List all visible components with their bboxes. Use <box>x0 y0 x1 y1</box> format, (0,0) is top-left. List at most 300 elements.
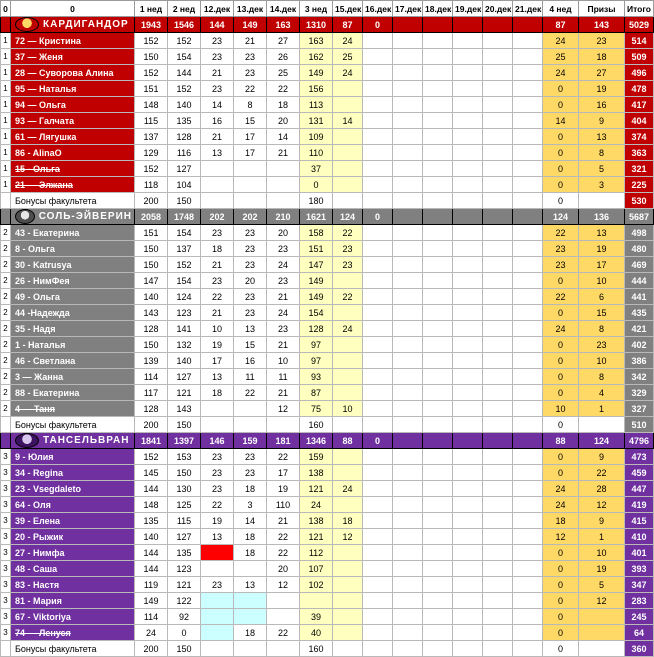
score-cell-6 <box>333 561 363 577</box>
score-cell-11 <box>483 609 513 625</box>
table-row <box>1 465 654 481</box>
faculty-total-4: 210 <box>267 209 300 225</box>
score-cell-12 <box>513 481 543 497</box>
score-cell-13: 0 <box>543 577 579 593</box>
score-cell-6: 23 <box>333 257 363 273</box>
row-index: 3 <box>1 609 11 625</box>
score-cell-0: 150 <box>135 49 168 65</box>
score-cell-13: 0 <box>543 193 579 209</box>
score-cell-4: 14 <box>267 129 300 145</box>
score-cell-14: 4 <box>579 385 625 401</box>
score-cell-13: 0 <box>543 609 579 625</box>
table-row <box>1 97 654 113</box>
score-cell-5: 112 <box>300 545 333 561</box>
faculty-title: ТАНСЕЛЬВРАН <box>43 434 130 446</box>
faculty-total-11 <box>483 209 513 225</box>
score-cell-7 <box>363 49 393 65</box>
score-cell-4 <box>267 593 300 609</box>
score-cell-5: 131 <box>300 113 333 129</box>
score-cell-10 <box>453 561 483 577</box>
score-cell-14: 8 <box>579 145 625 161</box>
score-cell-12 <box>513 49 543 65</box>
score-cell-4: 23 <box>267 321 300 337</box>
score-cell-5: 121 <box>300 529 333 545</box>
score-cell-2: 23 <box>201 465 234 481</box>
score-cell-11 <box>483 337 513 353</box>
score-cell-0: 114 <box>135 369 168 385</box>
score-cell-8 <box>393 289 423 305</box>
bonus-label: Бонусы факультета <box>11 641 135 657</box>
score-cell-12 <box>513 129 543 145</box>
score-cell-0: 117 <box>135 385 168 401</box>
score-cell-9 <box>423 65 453 81</box>
faculty-total-7: 0 <box>363 17 393 33</box>
score-cell-12 <box>513 305 543 321</box>
score-cell-14: 5 <box>579 577 625 593</box>
score-cell-8 <box>393 161 423 177</box>
score-cell-9 <box>423 49 453 65</box>
score-cell-11 <box>483 385 513 401</box>
score-cell-3: 23 <box>234 257 267 273</box>
score-cell-6 <box>333 369 363 385</box>
score-cell-1: 152 <box>168 81 201 97</box>
column-header-15[interactable]: Итого <box>625 1 654 17</box>
score-cell-12 <box>513 401 543 417</box>
score-cell-3: 23 <box>234 241 267 257</box>
score-cell-4: 22 <box>267 529 300 545</box>
participant-name: 27 - Нимфа <box>11 545 135 561</box>
score-cell-0: 150 <box>135 337 168 353</box>
score-cell-5: 159 <box>300 449 333 465</box>
score-cell-2: 23 <box>201 225 234 241</box>
row-index: 2 <box>1 401 11 417</box>
score-cell-8 <box>393 33 423 49</box>
score-cell-1: 154 <box>168 273 201 289</box>
score-cell-12 <box>513 577 543 593</box>
row-total: 419 <box>625 497 654 513</box>
score-cell-11 <box>483 577 513 593</box>
score-cell-14 <box>579 609 625 625</box>
score-cell-5: 113 <box>300 97 333 113</box>
score-cell-5: 37 <box>300 161 333 177</box>
score-cell-1: 152 <box>168 257 201 273</box>
score-cell-9 <box>423 385 453 401</box>
score-cell-4: 18 <box>267 97 300 113</box>
score-cell-2 <box>201 401 234 417</box>
score-cell-2: 18 <box>201 385 234 401</box>
score-cell-3 <box>234 593 267 609</box>
score-cell-7 <box>363 353 393 369</box>
table-row <box>1 513 654 529</box>
score-cell-5: 158 <box>300 225 333 241</box>
score-cell-13: 24 <box>543 481 579 497</box>
faculty-total-10 <box>453 17 483 33</box>
score-cell-6 <box>333 625 363 641</box>
row-index: 1 <box>1 145 11 161</box>
bonus-label: Бонусы факультета <box>11 417 135 433</box>
column-header-7[interactable]: 16.дек <box>363 1 393 17</box>
score-cell-14: 10 <box>579 545 625 561</box>
row-total: 415 <box>625 513 654 529</box>
row-index <box>1 433 11 449</box>
table-row <box>1 177 654 193</box>
column-header-3[interactable]: 13.дек <box>234 1 267 17</box>
row-index: 2 <box>1 353 11 369</box>
table-row <box>1 145 654 161</box>
score-cell-14: 23 <box>579 337 625 353</box>
score-cell-1: 154 <box>168 49 201 65</box>
score-cell-5: 138 <box>300 465 333 481</box>
column-header-row <box>1 1 654 17</box>
score-cell-7 <box>363 641 393 657</box>
row-index: 1 <box>1 113 11 129</box>
score-cell-8 <box>393 513 423 529</box>
participant-name: 67 - Viktoriya <box>11 609 135 625</box>
column-header-6[interactable]: 15.дек <box>333 1 363 17</box>
score-cell-12 <box>513 33 543 49</box>
score-cell-7 <box>363 193 393 209</box>
score-cell-11 <box>483 513 513 529</box>
table-row <box>1 289 654 305</box>
score-cell-8 <box>393 129 423 145</box>
score-cell-0: 144 <box>135 481 168 497</box>
row-index: 3 <box>1 545 11 561</box>
score-cell-9 <box>423 481 453 497</box>
score-cell-10 <box>453 369 483 385</box>
score-cell-10 <box>453 337 483 353</box>
faculty-name-cell <box>11 433 135 449</box>
column-header-0[interactable]: 1 нед <box>135 1 168 17</box>
table-row <box>1 385 654 401</box>
column-header-8[interactable]: 17.дек <box>393 1 423 17</box>
score-cell-5: 24 <box>300 497 333 513</box>
score-cell-10 <box>453 321 483 337</box>
score-cell-7 <box>363 273 393 289</box>
score-cell-12 <box>513 465 543 481</box>
score-cell-0: 144 <box>135 545 168 561</box>
score-cell-4: 21 <box>267 337 300 353</box>
score-cell-9 <box>423 577 453 593</box>
score-cell-7 <box>363 81 393 97</box>
participant-name: 8 - Ольга <box>11 241 135 257</box>
score-cell-9 <box>423 401 453 417</box>
row-total: 64 <box>625 625 654 641</box>
participant-name: 21 — Элжана <box>11 177 135 193</box>
score-cell-6: 22 <box>333 289 363 305</box>
score-cell-10 <box>453 609 483 625</box>
score-cell-0: 200 <box>135 641 168 657</box>
column-header-10[interactable]: 19.дек <box>453 1 483 17</box>
score-cell-3: 16 <box>234 353 267 369</box>
score-cell-9 <box>423 529 453 545</box>
score-cell-7 <box>363 241 393 257</box>
score-cell-13: 0 <box>543 161 579 177</box>
score-cell-8 <box>393 561 423 577</box>
faculty-total-11 <box>483 433 513 449</box>
row-total: 530 <box>625 193 654 209</box>
row-index: 2 <box>1 385 11 401</box>
score-cell-5: 163 <box>300 33 333 49</box>
score-cell-6 <box>333 161 363 177</box>
score-cell-3: 13 <box>234 321 267 337</box>
score-cell-1: 127 <box>168 161 201 177</box>
score-cell-10 <box>453 529 483 545</box>
faculty-bonus-row <box>1 641 654 657</box>
score-cell-2 <box>201 625 234 641</box>
score-cell-2 <box>201 545 234 561</box>
row-total: 401 <box>625 545 654 561</box>
score-cell-2: 21 <box>201 65 234 81</box>
row-total: 417 <box>625 97 654 113</box>
score-cell-11 <box>483 401 513 417</box>
score-cell-3: 22 <box>234 385 267 401</box>
score-cell-14 <box>579 193 625 209</box>
score-cell-6: 24 <box>333 481 363 497</box>
score-cell-13: 24 <box>543 321 579 337</box>
score-cell-8 <box>393 177 423 193</box>
participant-name: 86 - AlinaO <box>11 145 135 161</box>
score-cell-5: 93 <box>300 369 333 385</box>
score-cell-11 <box>483 193 513 209</box>
score-cell-14: 12 <box>579 593 625 609</box>
column-header-4[interactable]: 14.дек <box>267 1 300 17</box>
score-cell-3: 15 <box>234 337 267 353</box>
column-header-11[interactable]: 20.дек <box>483 1 513 17</box>
faculty-total-2: 144 <box>201 17 234 33</box>
score-cell-13: 0 <box>543 465 579 481</box>
score-cell-6 <box>333 145 363 161</box>
faculty-header-row <box>1 17 654 33</box>
faculty-total-5: 1310 <box>300 17 333 33</box>
score-cell-6 <box>333 97 363 113</box>
score-cell-5: 110 <box>300 145 333 161</box>
score-cell-8 <box>393 273 423 289</box>
score-cell-3 <box>234 193 267 209</box>
score-cell-0: 118 <box>135 177 168 193</box>
score-cell-11 <box>483 449 513 465</box>
faculty-total-12 <box>513 17 543 33</box>
faculty-total-13: 124 <box>543 209 579 225</box>
score-cell-10 <box>453 257 483 273</box>
row-index: 1 <box>1 33 11 49</box>
score-cell-14: 23 <box>579 33 625 49</box>
score-cell-5: 75 <box>300 401 333 417</box>
column-header-1[interactable]: 2 нед <box>168 1 201 17</box>
score-cell-1: 153 <box>168 449 201 465</box>
participant-name: 72 — Кристина <box>11 33 135 49</box>
score-cell-13: 18 <box>543 513 579 529</box>
score-cell-0: 145 <box>135 465 168 481</box>
table-row <box>1 305 654 321</box>
column-header-14[interactable]: Призы <box>579 1 625 17</box>
faculty-total-3: 159 <box>234 433 267 449</box>
score-cell-4: 12 <box>267 401 300 417</box>
faculty-total-8 <box>393 209 423 225</box>
score-cell-4: 22 <box>267 625 300 641</box>
faculty-total-3: 202 <box>234 209 267 225</box>
score-cell-2: 10 <box>201 321 234 337</box>
score-cell-2: 21 <box>201 129 234 145</box>
column-header-2[interactable]: 12.дек <box>201 1 234 17</box>
row-total: 469 <box>625 257 654 273</box>
score-cell-8 <box>393 593 423 609</box>
score-cell-12 <box>513 337 543 353</box>
score-cell-13: 0 <box>543 145 579 161</box>
score-cell-4: 26 <box>267 49 300 65</box>
row-index: 1 <box>1 177 11 193</box>
row-total: 321 <box>625 161 654 177</box>
score-cell-8 <box>393 81 423 97</box>
score-cell-0: 200 <box>135 417 168 433</box>
score-cell-0: 135 <box>135 513 168 529</box>
score-cell-5: 160 <box>300 417 333 433</box>
faculty-total-5: 1621 <box>300 209 333 225</box>
score-cell-3: 23 <box>234 449 267 465</box>
score-cell-1: 123 <box>168 561 201 577</box>
score-cell-11 <box>483 497 513 513</box>
row-index: 2 <box>1 337 11 353</box>
column-header-9[interactable]: 18.дек <box>423 1 453 17</box>
score-cell-8 <box>393 449 423 465</box>
score-cell-1: 116 <box>168 145 201 161</box>
score-cell-4: 20 <box>267 561 300 577</box>
participant-name: 43 - Екатерина <box>11 225 135 241</box>
score-cell-14: 3 <box>579 177 625 193</box>
faculty-total-15: 5687 <box>625 209 654 225</box>
participant-name: 94 — Ольга <box>11 97 135 113</box>
faculty-total-8 <box>393 17 423 33</box>
score-cell-2 <box>201 593 234 609</box>
faculty-total-1: 1748 <box>168 209 201 225</box>
score-cell-9 <box>423 545 453 561</box>
score-cell-6 <box>333 193 363 209</box>
score-cell-0: 152 <box>135 33 168 49</box>
score-cell-12 <box>513 257 543 273</box>
row-index: 3 <box>1 561 11 577</box>
score-cell-1: 143 <box>168 401 201 417</box>
score-cell-4: 11 <box>267 369 300 385</box>
score-cell-14: 13 <box>579 225 625 241</box>
score-cell-1: 135 <box>168 113 201 129</box>
row-index: 2 <box>1 369 11 385</box>
participant-name: 81 - Мария <box>11 593 135 609</box>
faculty-total-0: 2058 <box>135 209 168 225</box>
score-cell-9 <box>423 353 453 369</box>
score-cell-7 <box>363 593 393 609</box>
score-cell-5: 97 <box>300 353 333 369</box>
score-cell-1: 92 <box>168 609 201 625</box>
score-cell-3: 8 <box>234 97 267 113</box>
score-cell-12 <box>513 593 543 609</box>
score-cell-13: 0 <box>543 385 579 401</box>
faculty-total-14: 143 <box>579 17 625 33</box>
score-cell-11 <box>483 417 513 433</box>
score-cell-11 <box>483 353 513 369</box>
score-cell-1: 141 <box>168 321 201 337</box>
score-cell-4: 24 <box>267 257 300 273</box>
score-cell-4: 19 <box>267 481 300 497</box>
score-cell-6 <box>333 545 363 561</box>
score-cell-8 <box>393 113 423 129</box>
score-cell-9 <box>423 289 453 305</box>
score-cell-14: 13 <box>579 129 625 145</box>
column-header-13[interactable]: 4 нед <box>543 1 579 17</box>
score-cell-0: 129 <box>135 145 168 161</box>
score-cell-0: 150 <box>135 257 168 273</box>
participant-name: 44 -Надежда <box>11 305 135 321</box>
score-cell-3: 13 <box>234 577 267 593</box>
score-cell-7 <box>363 97 393 113</box>
score-cell-1: 152 <box>168 33 201 49</box>
faculty-header-row <box>1 433 654 449</box>
faculty-total-12 <box>513 433 543 449</box>
faculty-total-6: 88 <box>333 433 363 449</box>
score-cell-3: 14 <box>234 513 267 529</box>
score-cell-5: 109 <box>300 129 333 145</box>
row-index: 2 <box>1 321 11 337</box>
score-cell-14: 5 <box>579 161 625 177</box>
row-total: 402 <box>625 337 654 353</box>
score-cell-6 <box>333 641 363 657</box>
column-header-12[interactable]: 21.дек <box>513 1 543 17</box>
row-total: 478 <box>625 81 654 97</box>
score-cell-11 <box>483 145 513 161</box>
score-cell-7 <box>363 481 393 497</box>
score-cell-7 <box>363 529 393 545</box>
table-row <box>1 401 654 417</box>
score-cell-1: 140 <box>168 97 201 113</box>
row-total: 441 <box>625 289 654 305</box>
score-cell-11 <box>483 113 513 129</box>
score-cell-0: 114 <box>135 609 168 625</box>
score-cell-10 <box>453 81 483 97</box>
score-cell-0: 148 <box>135 497 168 513</box>
score-cell-13: 0 <box>543 81 579 97</box>
score-cell-9 <box>423 81 453 97</box>
score-cell-7 <box>363 257 393 273</box>
score-cell-11 <box>483 481 513 497</box>
row-total: 329 <box>625 385 654 401</box>
score-cell-10 <box>453 241 483 257</box>
score-cell-0: 152 <box>135 449 168 465</box>
score-cell-14: 19 <box>579 81 625 97</box>
score-cell-5: 154 <box>300 305 333 321</box>
score-cell-3: 23 <box>234 305 267 321</box>
score-cell-2: 23 <box>201 33 234 49</box>
score-cell-0: 137 <box>135 129 168 145</box>
score-cell-11 <box>483 593 513 609</box>
faculty-total-13: 88 <box>543 433 579 449</box>
column-header-5[interactable]: 3 нед <box>300 1 333 17</box>
score-cell-4 <box>267 641 300 657</box>
participant-name: 49 - Ольга <box>11 289 135 305</box>
score-cell-12 <box>513 225 543 241</box>
score-cell-4: 10 <box>267 353 300 369</box>
row-total: 509 <box>625 49 654 65</box>
row-index: 3 <box>1 497 11 513</box>
faculty-total-1: 1397 <box>168 433 201 449</box>
score-cell-14: 12 <box>579 497 625 513</box>
score-cell-5: 0 <box>300 177 333 193</box>
score-cell-12 <box>513 545 543 561</box>
score-cell-4: 22 <box>267 449 300 465</box>
score-cell-10 <box>453 193 483 209</box>
score-cell-2 <box>201 417 234 433</box>
score-cell-9 <box>423 337 453 353</box>
score-cell-3: 3 <box>234 497 267 513</box>
score-cell-12 <box>513 609 543 625</box>
score-cell-7 <box>363 225 393 241</box>
